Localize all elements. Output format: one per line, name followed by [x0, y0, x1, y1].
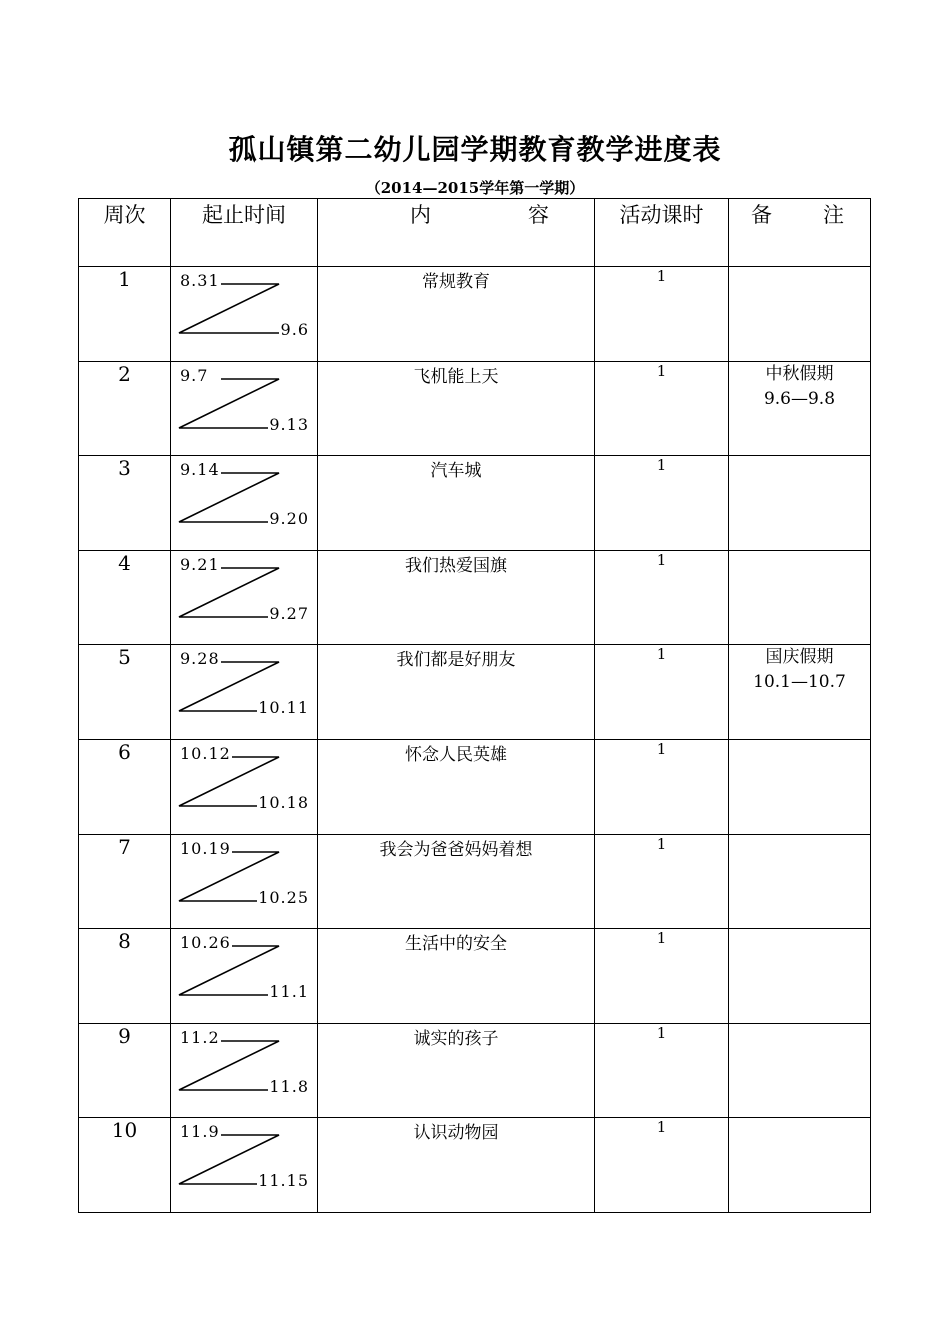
page-title: 孤山镇第二幼儿园学期教育教学进度表 [228, 133, 722, 166]
header-hours: 活动课时 [595, 199, 729, 267]
end-date: 9.20 [269, 509, 309, 529]
start-date: 9.21 [180, 554, 220, 574]
remark-cell [729, 1023, 871, 1118]
header-remark-left: 备 [751, 203, 772, 227]
week-number: 1 [79, 267, 171, 362]
date-range-cell [171, 1118, 318, 1213]
remark-line-1: 中秋假期 [765, 363, 834, 384]
end-date: 11.8 [269, 1076, 309, 1096]
header-row [79, 199, 871, 267]
table-row [79, 739, 871, 834]
activity-hours: 1 [595, 456, 729, 551]
start-date: 11.9 [180, 1122, 220, 1142]
activity-hours: 1 [595, 550, 729, 645]
activity-content: 怀念人民英雄 [318, 739, 595, 834]
remark-cell [729, 739, 871, 834]
end-date: 10.11 [258, 698, 309, 718]
activity-content: 诚实的孩子 [318, 1023, 595, 1118]
week-number: 10 [79, 1118, 171, 1213]
week-number: 3 [79, 456, 171, 551]
date-range-cell [171, 834, 318, 929]
activity-hours: 1 [595, 361, 729, 456]
page-subtitle: （2014—2015学年第一学期） [365, 179, 585, 197]
remark-line-2: 10.1—10.7 [753, 672, 846, 693]
activity-content: 我会为爸爸妈妈着想 [318, 834, 595, 929]
start-date: 11.2 [180, 1027, 220, 1047]
week-number: 4 [79, 550, 171, 645]
date-range-cell [171, 361, 318, 456]
remark-line-1: 国庆假期 [765, 647, 834, 668]
header-range: 起止时间 [171, 199, 318, 267]
table-row [79, 361, 871, 456]
table-row [79, 550, 871, 645]
date-range-cell [171, 267, 318, 362]
end-date: 9.6 [280, 320, 309, 339]
remark-cell [729, 456, 871, 551]
remark-cell [729, 1118, 871, 1213]
header-content-left: 内 [410, 203, 431, 227]
end-date: 10.25 [258, 887, 309, 907]
activity-hours: 1 [595, 645, 729, 740]
table-row [79, 1118, 871, 1213]
activity-hours: 1 [595, 739, 729, 834]
date-range-cell [171, 550, 318, 645]
table-row [79, 267, 871, 362]
activity-content: 飞机能上天 [318, 361, 595, 456]
schedule-table [78, 198, 871, 1213]
week-number: 2 [79, 361, 171, 456]
date-range-cell [171, 739, 318, 834]
activity-content: 认识动物园 [318, 1118, 595, 1213]
header-remark [729, 199, 871, 267]
table-row [79, 645, 871, 740]
end-date: 11.15 [258, 1171, 309, 1191]
week-number: 6 [79, 739, 171, 834]
start-date: 10.19 [180, 838, 231, 858]
header-content-right: 容 [528, 203, 549, 227]
week-number: 7 [79, 834, 171, 929]
start-date: 10.12 [180, 743, 231, 763]
header-week: 周次 [79, 199, 171, 267]
header-remark-right: 注 [823, 203, 844, 227]
end-date: 10.18 [258, 792, 309, 812]
activity-content: 生活中的安全 [318, 929, 595, 1024]
start-date: 9.28 [180, 649, 220, 669]
activity-hours: 1 [595, 1118, 729, 1213]
end-date: 9.27 [269, 603, 309, 623]
date-range-cell [171, 929, 318, 1024]
remark-cell [729, 267, 871, 362]
table-row [79, 834, 871, 929]
table-row [79, 1023, 871, 1118]
start-date: 9.7 [180, 365, 209, 385]
start-date: 9.14 [180, 460, 220, 480]
remark-cell [729, 645, 871, 740]
week-number: 8 [79, 929, 171, 1024]
activity-content: 我们热爱国旗 [318, 550, 595, 645]
remark-cell [729, 834, 871, 929]
start-date: 10.26 [180, 933, 231, 953]
activity-content: 常规教育 [318, 267, 595, 362]
week-number: 5 [79, 645, 171, 740]
header-content [318, 199, 595, 267]
date-range-cell [171, 645, 318, 740]
activity-hours: 1 [595, 834, 729, 929]
activity-content: 我们都是好朋友 [318, 645, 595, 740]
activity-hours: 1 [595, 267, 729, 362]
table-body [79, 267, 871, 1213]
remark-line-2: 9.6—9.8 [763, 388, 836, 409]
week-number: 9 [79, 1023, 171, 1118]
activity-hours: 1 [595, 929, 729, 1024]
table-row [79, 456, 871, 551]
activity-content: 汽车城 [318, 456, 595, 551]
end-date: 9.13 [269, 414, 309, 434]
remark-cell [729, 361, 871, 456]
table-row [79, 929, 871, 1024]
remark-cell [729, 929, 871, 1024]
end-date: 11.1 [269, 982, 309, 1002]
date-range-cell [171, 1023, 318, 1118]
date-range-cell [171, 456, 318, 551]
activity-hours: 1 [595, 1023, 729, 1118]
start-date: 8.31 [180, 271, 220, 290]
remark-cell [729, 550, 871, 645]
